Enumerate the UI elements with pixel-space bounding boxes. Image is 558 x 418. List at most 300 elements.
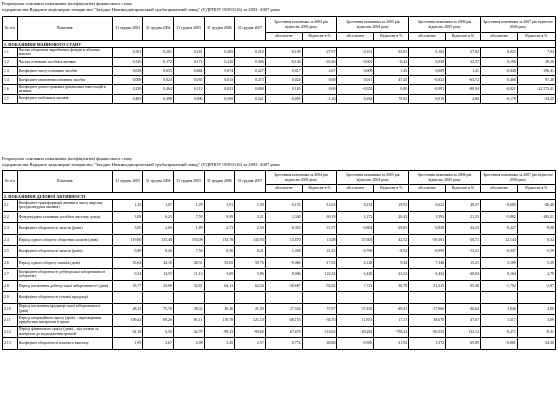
year-value-cell: 21,50 (235, 303, 266, 315)
indicator-name-cell: Коефіцієнт оборотності дебіторської заборгованості (оборотів) (17, 269, 112, 281)
year-value-cell: 119,80 (112, 234, 143, 246)
rel-change-cell: 95,48 (446, 280, 481, 292)
col-year-header: 31 грудня 2007 (235, 17, 266, 41)
year-value-cell: 0,391 (112, 48, 143, 58)
abs-change-cell: 0,165 (265, 84, 302, 94)
rel-change-cell: 21,43 (302, 246, 337, 258)
year-value-cell: 62,34 (235, 280, 266, 292)
abs-change-cell: 0,460 (480, 75, 517, 84)
rel-change-cell: -2,87 (517, 280, 555, 292)
abs-change-cell: 1,046 (480, 303, 517, 315)
abs-change-cell: 0,024 (265, 75, 302, 84)
indicator-name-cell: Коефіцієнт довгострокових фінансових інвестицій в активах (17, 84, 112, 94)
year-value-cell: 48,31 (173, 257, 204, 269)
year-value-cell: 75,76 (143, 303, 174, 315)
rel-change-cell: 1,43 (374, 66, 409, 75)
abs-change-cell: 15,670 (265, 234, 302, 246)
rel-change-cell: -0,42 (374, 57, 409, 66)
year-value-cell: 6,23 (143, 211, 174, 223)
table-row (3, 57, 556, 66)
rel-change-cell: 9,34 (374, 257, 409, 269)
abs-header: абсолютне (337, 185, 374, 193)
year-value-cell: 0,316 (112, 57, 143, 66)
abs-change-cell: 0,038 (409, 57, 446, 66)
row-number-cell: 1.7 (3, 94, 18, 103)
block2-title-line2: підприємства Відкрите акціонерне товариство "Західне Нижньодніпровський трубопрокатний завод" (ЄДРПОУ 05393116) за 2003 -2007 роки (2, 162, 280, 167)
col-year-header: 31 грудня 2004 (143, 171, 174, 193)
rel-change-cell: 19,93 (374, 200, 409, 212)
year-value-cell: 58,76 (235, 257, 266, 269)
table-row (3, 200, 556, 212)
table-row (3, 223, 556, 235)
abs-change-cell: 1,458 (265, 246, 302, 258)
indicator-name-cell: Коефіцієнт оборотності запасів (разів) (17, 246, 112, 258)
year-value-cell: 2,69 (143, 223, 174, 235)
table-property-indicators (2, 16, 556, 104)
indicator-name-cell: Період фінансового циклу (днів) – від оплати за матеріали до надходження грошей (17, 326, 112, 338)
period-group-header: Зростання показника за 2006 рік відносно 2005 року (409, 171, 481, 185)
abs-change-cell (337, 292, 374, 304)
year-value-cell: 0,112 (173, 84, 204, 94)
rel-change-cell: -34,30 (517, 338, 555, 350)
year-value-cell: 0,464 (143, 84, 174, 94)
year-value-cell: 6,80 (112, 246, 143, 258)
rel-change-cell: -12,63 (302, 200, 337, 212)
abs-change-cell: 0,164 (480, 269, 517, 281)
table-row (3, 234, 556, 246)
col-year-header: 31 грудня 2004 (143, 17, 174, 41)
table-row (3, 94, 556, 103)
year-value-cell: 0,569 (204, 94, 235, 103)
year-value-cell: 0,638 (112, 66, 143, 75)
rel-header: Відносне в % (374, 185, 409, 193)
year-value-cell: -99,60 (235, 326, 266, 338)
abs-change-cell: -9,466 (265, 257, 302, 269)
abs-change-cell: 3,109 (480, 257, 517, 269)
year-value-cell: 38,32 (173, 303, 204, 315)
rel-change-cell: 0,00 (302, 75, 337, 84)
year-value-cell: 81,11 (173, 315, 204, 327)
year-value-cell: 53,64 (112, 257, 143, 269)
indicator-name-cell: Період одного обороту оборотних коштів (днів) (17, 234, 112, 246)
col-year-header: 31 грудня 2006 (204, 171, 235, 193)
row-number-cell: 2.1 (3, 200, 18, 212)
indicator-name-cell: Коефіцієнт мобільних активів (17, 94, 112, 103)
rel-change-cell: 57,82 (446, 48, 481, 58)
year-value-cell: 0,031 (204, 84, 235, 94)
rel-change-cell: 1,41 (446, 66, 481, 75)
abs-change-cell: -0,144 (265, 57, 302, 66)
rel-change-cell: 40,86 (302, 338, 337, 350)
abs-change-cell: -0,347 (480, 246, 517, 258)
year-value-cell: 0,674 (204, 66, 235, 75)
rel-change-cell: 65,89 (446, 338, 481, 350)
rel-change-cell: -23,54 (374, 269, 409, 281)
rel-change-cell: 70,92 (374, 94, 409, 103)
rel-change-cell (446, 292, 481, 304)
abs-change-cell: -30,687 (265, 280, 302, 292)
rel-change-cell: 2,67 (302, 66, 337, 75)
year-value-cell: 6,56 (204, 246, 235, 258)
abs-change-cell: 67,679 (265, 326, 302, 338)
row-number-cell: 1.4 (3, 75, 18, 84)
year-value-cell: 7,50 (173, 211, 204, 223)
rel-change-cell: -1,20 (302, 94, 337, 103)
abs-header: абсолютне (337, 33, 374, 41)
rel-change-cell: 30,79 (374, 280, 409, 292)
table-row (3, 211, 556, 223)
abs-change-cell: 0,025 (480, 48, 517, 58)
rel-change-cell: 42,52 (374, 234, 409, 246)
year-value-cell: 25,08 (143, 280, 174, 292)
year-value-cell: 55,65 (204, 257, 235, 269)
rel-change-cell: 47,67 (446, 315, 481, 327)
abs-change-cell: 0,011 (337, 75, 374, 84)
indicator-name-cell: Частка основних засобів в активах (17, 57, 112, 66)
rel-change-cell: 22,37 (446, 57, 481, 66)
year-value-cell: 193,08 (173, 234, 204, 246)
abs-change-cell: 1,272 (337, 211, 374, 223)
indicator-name-cell: Період погашення кредитор-ської заборгованості (днів) (17, 303, 112, 315)
year-value-cell: 135,48 (143, 234, 174, 246)
abs-change-cell: 11,851 (337, 315, 374, 327)
abs-change-cell: -0,109 (265, 48, 302, 58)
rel-header: Відносне в % (302, 33, 337, 41)
rel-change-cell: -13,21 (446, 246, 481, 258)
year-value-cell: 1,07 (143, 200, 174, 212)
rel-change-cell: 97,28 (517, 75, 555, 84)
year-value-cell: 0,690 (173, 94, 204, 103)
year-value-cell: 1,89 (173, 223, 204, 235)
indicator-name-cell: Коефіцієнт трансформації активів в чисту виручку (ресурсовіддача активів) (17, 200, 112, 212)
rel-change-cell: -5,59 (517, 246, 555, 258)
rel-change-cell: -11,57 (302, 223, 337, 235)
abs-change-cell: -59,301 (409, 234, 446, 246)
rel-change-cell: -48,84 (446, 269, 481, 281)
indicator-name-cell: Коефіцієнт оборотності власного капіталу (17, 338, 112, 350)
col-year-header: 31 грудня 2006 (204, 17, 235, 41)
abs-change-cell: 0,214 (337, 200, 374, 212)
year-value-cell: 145,93 (235, 234, 266, 246)
rel-change-cell: -46,62 (446, 303, 481, 315)
col-year-header: 31 грудня 2007 (235, 171, 266, 193)
year-value-cell (173, 292, 204, 304)
table-row (3, 338, 556, 350)
rel-change-cell: -27,97 (302, 48, 337, 58)
period-group-header: Зростання показника за 2007 рік відносно 2006 року (480, 171, 555, 185)
col-indicator-header: Показник (17, 17, 112, 41)
rel-change-cell: 15,21 (446, 257, 481, 269)
abs-change-cell: -5,434 (409, 269, 446, 281)
rel-change-cell: -34,25 (517, 94, 555, 103)
rel-change-cell: 0,00 (374, 84, 409, 94)
abs-change-cell: -49,284 (337, 326, 374, 338)
abs-change-cell: 31,325 (409, 280, 446, 292)
year-value-cell: 5,86 (235, 269, 266, 281)
abs-change-cell: -0,999 (409, 246, 446, 258)
year-value-cell: 9,09 (204, 211, 235, 223)
abs-header: абсолютне (480, 33, 517, 41)
abs-change-cell: -17,866 (409, 303, 446, 315)
abs-change-cell: -0,021 (480, 84, 517, 94)
table-row (3, 75, 556, 84)
year-value-cell: 121,10 (235, 315, 266, 327)
abs-change-cell: 0,009 (337, 66, 374, 75)
indicator-name-cell: Коефіцієнт оновлення основних засобів (17, 75, 112, 84)
rel-change-cell: -758,22 (374, 326, 409, 338)
year-value-cell: 109,42 (112, 315, 143, 327)
table-row (3, 315, 556, 327)
rel-change-cell: -35,81 (374, 48, 409, 58)
rel-header: Відносне в % (302, 185, 337, 193)
abs-change-cell: 12,144 (480, 234, 517, 246)
rel-change-cell: -30,71 (446, 234, 481, 246)
rel-change-cell: 2,79 (517, 269, 555, 281)
period-group-header: Зростання показника за 2005 рік відносно 2004 року (337, 171, 409, 185)
indicator-name-cell: Коефіцієнт оборотності запасів (разів) (17, 223, 112, 235)
rel-header: Відносне в % (517, 33, 555, 41)
year-value-cell: 64,13 (204, 280, 235, 292)
year-value-cell: 3,21 (235, 211, 266, 223)
period-group-header: Зростання показника за 2007 рік відносно 2006 року (480, 17, 555, 33)
year-value-cell: 0,406 (235, 57, 266, 66)
abs-change-cell: 0,009 (409, 66, 446, 75)
rel-change-cell: 0,00 (302, 84, 337, 94)
table-row (3, 269, 556, 281)
abs-change-cell: 1,372 (409, 338, 446, 350)
indicator-name-cell: Фондовіддача основних засобів в чистому доході (17, 211, 112, 223)
year-value-cell: 32,81 (173, 280, 204, 292)
year-value-cell: 0,398 (143, 94, 174, 103)
table-business-activity-indicators (2, 170, 556, 350)
year-value-cell: 6,54 (112, 269, 143, 281)
abs-header: абсолютне (265, 33, 302, 41)
period-group-header: Зростання показника за 2004 рік відносно 2003 року (265, 171, 337, 185)
year-value-cell: 6,21 (235, 246, 266, 258)
year-value-cell (143, 292, 174, 304)
abs-change-cell: -40,153 (265, 315, 302, 327)
table-row (3, 66, 556, 75)
table-row (3, 84, 556, 94)
col-year-header: 31 грудня 2005 (173, 171, 204, 193)
abs-change-cell: 0,019 (409, 94, 446, 103)
abs-change-cell: -0,023 (409, 75, 446, 84)
indicator-name-cell: Період операційного циклу (днів) – перетворення придба-них матеріалів в гроші (17, 315, 112, 327)
row-number-cell: 1.6 (3, 84, 18, 94)
abs-change-cell: 38,670 (409, 315, 446, 327)
abs-change-cell: 0,774 (265, 338, 302, 350)
col-year-header: 31 грудня 2003 (112, 171, 143, 193)
year-value-cell: 1,89 (112, 338, 143, 350)
rel-change-cell: -80,94 (446, 84, 481, 94)
row-number-cell: 2.7 (3, 269, 18, 281)
section-title: 1. ПОКАЗНИКИ МАЙНОВОГО СТАНУ (3, 41, 556, 48)
row-number-cell: 1.1 (3, 48, 18, 58)
abs-change-cell: -0,095 (265, 94, 302, 103)
row-number-cell: 2.10 (3, 303, 18, 315)
rel-change-cell: -55,02 (302, 280, 337, 292)
row-number-cell: 2.3 (3, 223, 18, 235)
year-value-cell: 119,78 (204, 315, 235, 327)
abs-change-cell: 57,603 (337, 234, 374, 246)
rel-change-cell: -46,46 (517, 200, 555, 212)
abs-change-cell: -5,882 (480, 211, 517, 223)
abs-change-cell: -0,227 (480, 223, 517, 235)
abs-change-cell: -0,706 (337, 246, 374, 258)
table-row (3, 280, 556, 292)
abs-change-cell: 27,526 (265, 303, 302, 315)
rel-change-cell: 7,94 (517, 48, 555, 58)
rel-change-cell: -9,08 (517, 223, 555, 235)
year-value-cell: 6,50 (143, 326, 174, 338)
year-value-cell: 55,77 (112, 280, 143, 292)
row-number-cell: 2.9 (3, 292, 18, 304)
row-number-cell: 2.11 (3, 315, 18, 327)
abs-change-cell: 4,128 (337, 257, 374, 269)
col-year-header: 31 грудня 2005 (173, 17, 204, 41)
year-value-cell: 2,73 (204, 223, 235, 235)
rel-change-cell (302, 292, 337, 304)
rel-header: Відносне в % (446, 33, 481, 41)
rel-change-cell: 5,29 (517, 257, 555, 269)
table-row (3, 292, 556, 304)
rel-change-cell: -8,54 (374, 246, 409, 258)
year-value-cell (112, 292, 143, 304)
year-value-cell (204, 292, 235, 304)
table-row (3, 303, 556, 315)
abs-change-cell: -0,001 (337, 57, 374, 66)
abs-change-cell: -0,352 (337, 84, 374, 94)
year-value-cell: 1,23 (112, 200, 143, 212)
year-value-cell: 61,18 (112, 326, 143, 338)
year-value-cell: 0,655 (143, 66, 174, 75)
year-value-cell: 0,493 (112, 94, 143, 103)
abs-change-cell: -0,446 (480, 66, 517, 75)
abs-header: абсолютне (409, 33, 446, 41)
abs-change-cell: 0,017 (265, 66, 302, 75)
rel-change-cell: -63,72 (446, 75, 481, 84)
abs-header: абсолютне (409, 185, 446, 193)
abs-change-cell: 1,593 (409, 211, 446, 223)
rel-change-cell: 60,19 (302, 211, 337, 223)
year-value-cell: 0,310 (235, 48, 266, 58)
year-value-cell: 2,50 (235, 223, 266, 235)
rel-header: Відносне в % (446, 185, 481, 193)
year-value-cell: 0,281 (143, 48, 174, 58)
row-number-cell: 2.2 (3, 211, 18, 223)
indicator-name-cell: Коефіцієнт зносу основних засобів (17, 66, 112, 75)
table-row (3, 326, 556, 338)
year-value-cell: 0,664 (173, 66, 204, 75)
year-value-cell: 5,69 (204, 269, 235, 281)
row-number-cell: 2.13 (3, 338, 18, 350)
abs-header: абсолютне (265, 185, 302, 193)
indicator-name-cell: Період погашення дебітор-ської заборгованості (днів) (17, 280, 112, 292)
col-indicator-header: Показник (17, 171, 112, 193)
rel-change-cell: 17,11 (374, 315, 409, 327)
year-value-cell: 0,013 (204, 75, 235, 84)
rel-header: Відносне в % (374, 33, 409, 41)
year-value-cell: 0,035 (173, 75, 204, 84)
rel-change-cell: 20,43 (374, 211, 409, 223)
abs-change-cell: -0,881 (480, 338, 517, 350)
year-value-cell: 8,26 (143, 246, 174, 258)
rel-change-cell: 8,32 (517, 234, 555, 246)
rel-change-cell: 122,34 (302, 269, 337, 281)
year-value-cell: 3,05 (112, 223, 143, 235)
rel-change-cell: -17,65 (302, 257, 337, 269)
rel-change-cell: 47,45 (374, 75, 409, 84)
abs-change-cell: 7,723 (337, 280, 374, 292)
abs-change-cell (265, 292, 302, 304)
abs-change-cell: -0,155 (265, 200, 302, 212)
abs-change-cell (409, 292, 446, 304)
year-value-cell: 11,13 (173, 269, 204, 281)
table-row (3, 48, 556, 58)
row-number-cell: 2.8 (3, 280, 18, 292)
rel-change-cell: -29,83 (374, 223, 409, 235)
year-value-cell: 44,18 (143, 257, 174, 269)
year-value-cell: 0,521 (235, 94, 266, 103)
abs-change-cell: -56,535 (409, 326, 446, 338)
abs-change-cell: -0,271 (480, 326, 517, 338)
abs-change-cell: 2,340 (265, 211, 302, 223)
period-group-header: Зростання показника за 2004 рік відносно 2003 року (265, 17, 337, 33)
section-title: 2. ПОКАЗНИКИ ДІЛОВОЇ АКТИВНОСТІ (3, 193, 556, 200)
rel-change-cell: -110,62 (302, 326, 337, 338)
indicator-name-cell: Період одного обороту запасів (днів) (17, 257, 112, 269)
abs-change-cell: 7,346 (409, 257, 446, 269)
row-number-cell: 2.6 (3, 257, 18, 269)
rel-change-cell: -0,31 (517, 326, 555, 338)
abs-change-cell: -0,091 (409, 84, 446, 94)
abs-change-cell: -0,353 (265, 223, 302, 235)
year-value-cell: 69,26 (143, 315, 174, 327)
year-value-cell: 1,30 (235, 200, 266, 212)
abs-change-cell: -1,792 (480, 280, 517, 292)
abs-change-cell: 0,282 (337, 94, 374, 103)
rel-change-cell: -49,41 (374, 303, 409, 315)
row-number-cell: 1.2 (3, 57, 18, 66)
rel-change-cell: -21,94 (374, 338, 409, 350)
abs-change-cell: -0,178 (480, 94, 517, 103)
rel-change-cell: 13,08 (302, 234, 337, 246)
year-value-cell: 0,171 (173, 57, 204, 66)
year-value-cell: 2,57 (235, 338, 266, 350)
row-number-cell: 2.12 (3, 326, 18, 338)
rel-change-cell: 2,80 (446, 94, 481, 103)
row-number-cell: 1.3 (3, 66, 18, 75)
rel-change-cell: -183,21 (517, 211, 555, 223)
abs-change-cell: 0,838 (409, 223, 446, 235)
year-value-cell: 2,67 (143, 338, 174, 350)
year-value-cell (235, 292, 266, 304)
year-value-cell: -99,33 (204, 326, 235, 338)
rel-change-cell: 57,07 (302, 303, 337, 315)
year-value-cell: 2,08 (173, 338, 204, 350)
year-value-cell: 0,181 (173, 48, 204, 58)
abs-change-cell: 37,435 (337, 303, 374, 315)
year-value-cell: 7,56 (173, 246, 204, 258)
abs-change-cell: -3,426 (337, 269, 374, 281)
rel-change-cell (517, 292, 555, 304)
year-value-cell: 0,000 (235, 84, 266, 94)
abs-change-cell (480, 292, 517, 304)
year-value-cell: 133,78 (204, 234, 235, 246)
abs-change-cell: -0,101 (337, 48, 374, 58)
table-row (3, 257, 556, 269)
abs-change-cell: -0,804 (337, 223, 374, 235)
